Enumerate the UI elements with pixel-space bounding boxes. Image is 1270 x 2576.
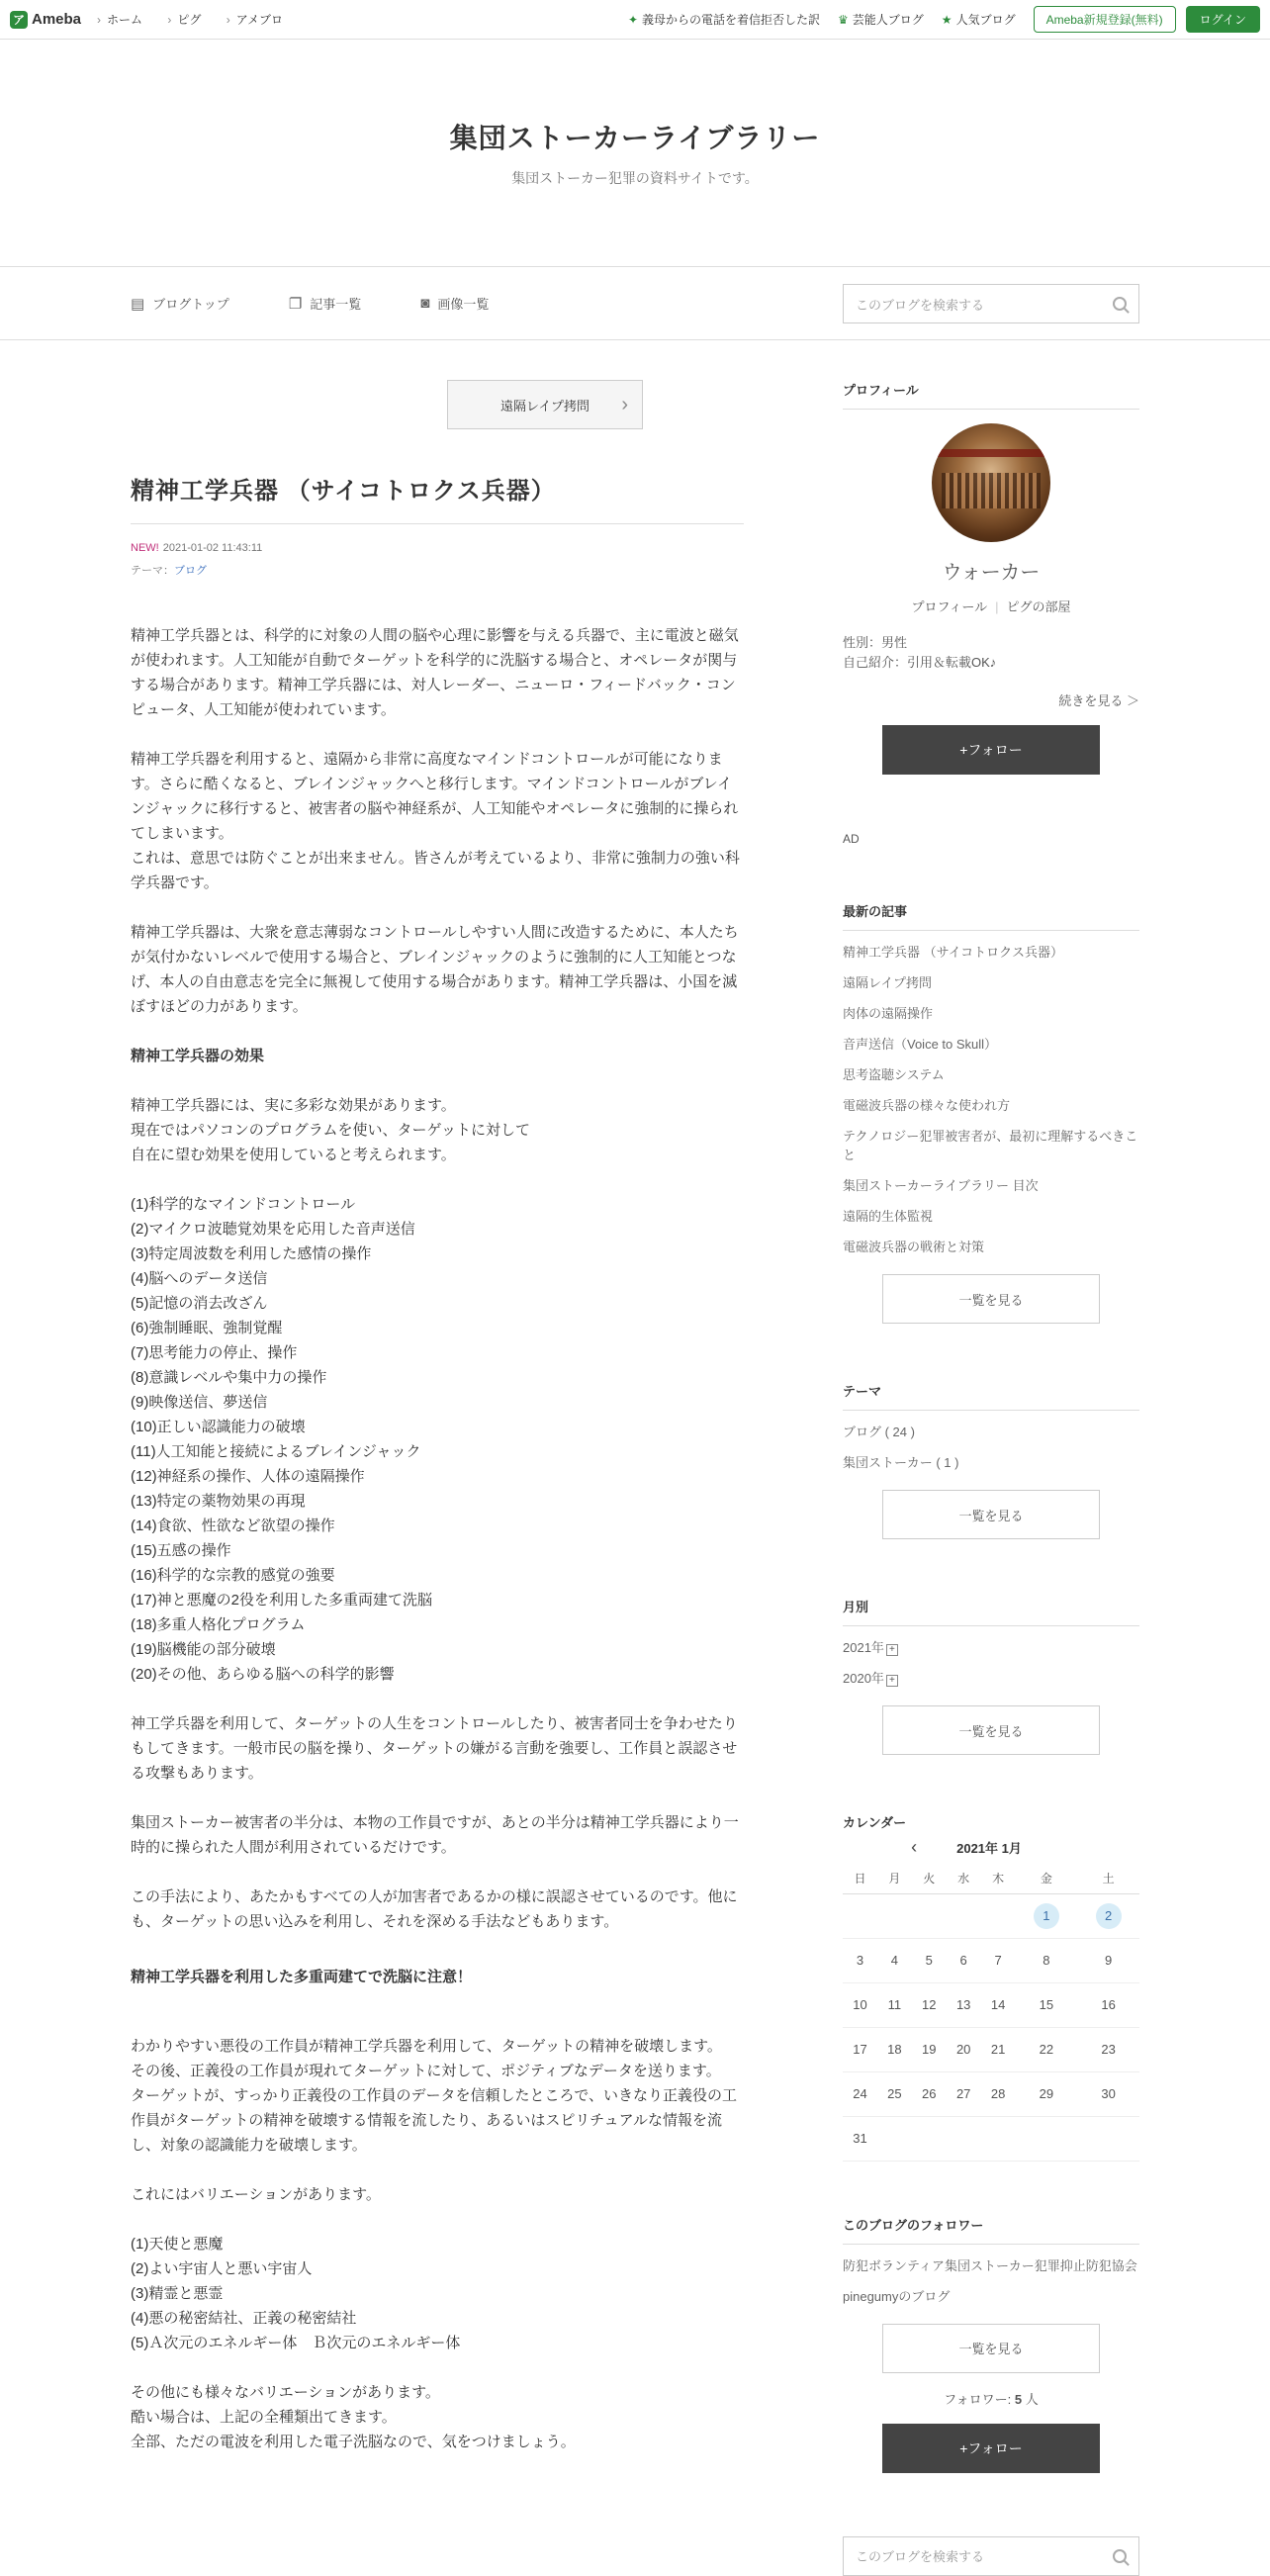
calendar-day xyxy=(947,1893,981,1938)
recent-article-link[interactable]: 肉体の遠隔操作 xyxy=(843,1006,934,1021)
calendar-day: 30 xyxy=(1077,2071,1139,2116)
calendar-day: 6 xyxy=(947,1938,981,1982)
calendar-day: 23 xyxy=(1077,2027,1139,2071)
follower-item[interactable]: 防犯ボランティア集団ストーカー犯罪抑止防犯協会 xyxy=(843,2257,1137,2273)
themes-section: テーマ ブログ ( 24 ) 集団ストーカー ( 1 ) 一覧を見る xyxy=(843,1381,1139,1539)
calendar-day xyxy=(1016,2116,1078,2161)
list-item: (4)脳へのデータ送信 xyxy=(131,1270,268,1287)
recent-see-all-button[interactable]: 一覧を見る xyxy=(882,1274,1100,1324)
calendar-day: 10 xyxy=(843,1982,877,2027)
calendar-day: 31 xyxy=(843,2116,877,2161)
calendar-day: 24 xyxy=(843,2071,877,2116)
calendar xyxy=(843,1864,1139,2162)
calendar-day[interactable] xyxy=(1077,1893,1139,1938)
pig-room-link[interactable]: ピグの部屋 xyxy=(1006,599,1071,614)
calendar-month: 2021年 1月 xyxy=(956,1841,1022,1856)
calendar-day: 5 xyxy=(912,1938,947,1982)
new-badge: NEW! xyxy=(131,542,159,554)
list-item: (9)映像送信、夢送信 xyxy=(131,1394,268,1411)
calendar-day xyxy=(947,2116,981,2161)
month-item[interactable]: 2020年 + xyxy=(843,1663,1139,1694)
register-button[interactable]: Ameba新規登録(無料) xyxy=(1034,6,1176,33)
list-item: (2)よい宇宙人と悪い宇宙人 xyxy=(131,2260,313,2277)
nav-home[interactable]: › ホーム xyxy=(97,13,142,27)
ameba-logo-icon: ア xyxy=(10,11,28,29)
ameba-logo[interactable]: ア Ameba xyxy=(10,11,81,29)
global-nav xyxy=(97,11,305,28)
weekday-label: 土 xyxy=(1077,1864,1139,1893)
calendar-day: 3 xyxy=(843,1938,877,1982)
weekday-label: 木 xyxy=(981,1864,1016,1893)
top-bar xyxy=(0,0,1270,40)
crown-icon: ♛ xyxy=(838,12,849,27)
calendar-day: 4 xyxy=(877,1938,912,1982)
ad-label: AD xyxy=(843,832,860,846)
calendar-day: 9 xyxy=(1077,1938,1139,1982)
followers-section: このブログのフォロワー 防犯ボランティア集団ストーカー犯罪抑止防犯協会 pinegumyのブログ 一覧を見る フォロワー: 5 人 +フォロー xyxy=(843,2215,1139,2473)
sparkle-icon: ✦ xyxy=(627,12,638,27)
calendar-day: 28 xyxy=(981,2071,1016,2116)
trending-link[interactable]: ✦ 義母からの電話を着信拒否した訳 xyxy=(627,12,821,27)
expand-icon[interactable]: + xyxy=(886,1644,898,1656)
calendar-day: 16 xyxy=(1077,1982,1139,2027)
paragraph: 集団ストーカー被害者の半分は、本物の工作員ですが、あとの半分は精神工学兵器により一時的に操られた人間が利用されているだけです。 xyxy=(131,1814,739,1856)
theme-item[interactable]: ブログ ( 24 ) xyxy=(843,1425,915,1439)
calendar-day: 27 xyxy=(947,2071,981,2116)
list-item: (20)その他、あらゆる脳への科学的影響 xyxy=(131,1666,395,1683)
paragraph: 神工学兵器を利用して、ターゲットの人生をコントロールしたり、被害者同士を争わせたりもしてきます。一般市民の脳を操り、ターゲットの嫌がる言動を強要し、工作員と誤認させる攻撃もあります。 xyxy=(131,1715,738,1782)
calendar-day xyxy=(877,2116,912,2161)
paragraph: 精神工学兵器は、大衆を意志薄弱なコントロールしやすい人間に改造するために、本人たちが気付かないレベルで使用する場合と、ブレインジャックのように強制的に人工知能とつなげ、本人の自由意志を完全に無視して使用する場合があります。精神工学兵器は、小国を滅ぼすほどの力があります。 xyxy=(131,924,739,1015)
expand-icon[interactable]: + xyxy=(886,1675,898,1687)
calendar-day: 17 xyxy=(843,2027,877,2071)
avatar[interactable] xyxy=(932,423,1050,542)
calendar-day: 26 xyxy=(912,2071,947,2116)
search-icon[interactable] xyxy=(1113,2549,1127,2563)
calendar-day: 19 xyxy=(912,2027,947,2071)
list-item: (4)悪の秘密結社、正義の秘密結社 xyxy=(131,2310,357,2327)
paragraph: 精神工学兵器とは、科学的に対象の人間の脳や心理に影響を与える兵器で、主に電波と磁気が使われます。人工知能が自動でターゲットを科学的に洗脳する場合と、オペレータが関与する場合があります。精神工学兵器には、対人レーダー、ニューロ・フィードバック・コンピュータ、人工知能が使われています。 xyxy=(131,627,739,718)
follow-button-bottom[interactable]: +フォロー xyxy=(882,2424,1100,2473)
prev-article-button[interactable]: 遠隔レイプ拷問 › xyxy=(447,380,643,429)
document-icon: ▤ xyxy=(131,295,145,313)
list-item: (18)多重人格化プログラム xyxy=(131,1616,306,1633)
calendar-day: 22 xyxy=(1016,2027,1078,2071)
article-body xyxy=(131,623,744,2454)
paragraph: わかりやすい悪役の工作員が精神工学兵器を利用して、ターゲットの精神を破壊します。 その後、正義役の工作員が現れてターゲットに対して、ポジティブなデータを送ります。 ターゲットが、すっかり正義役の工作員のデータを信頼したところで、いきなり正義役の工作員がターゲットの精神を破壊する情報を流したり、あるいはスピリチュアルな情報を流し、対象の認識能力を破壊します。 xyxy=(131,2038,738,2154)
celebrity-blog-link[interactable]: ♛ 芸能人ブログ xyxy=(838,12,924,27)
list-item: (12)神経系の操作、人体の遠隔操作 xyxy=(131,1468,365,1485)
calendar-day: 14 xyxy=(981,1982,1016,2027)
recent-article-link[interactable]: 音声送信（Voice to Skull） xyxy=(843,1037,998,1052)
calendar-day xyxy=(912,2116,947,2161)
theme-see-all-button[interactable]: 一覧を見る xyxy=(882,1490,1100,1539)
list-item: (17)神と悪魔の2役を利用した多重両建て洗脳 xyxy=(131,1592,433,1609)
followers-see-all-button[interactable]: 一覧を見る xyxy=(882,2324,1100,2373)
list-item: (3)特定周波数を利用した感情の操作 xyxy=(131,1245,372,1262)
paragraph: 精神工学兵器には、実に多彩な効果があります。 現在ではパソコンのプログラムを使い、ターゲットに対して 自在に望む効果を使用していると考えられます。 xyxy=(131,1097,530,1163)
monthly-section: 月別 2021年 + 2020年 + 一覧を見る xyxy=(843,1597,1139,1755)
list-item: (7)思考能力の停止、操作 xyxy=(131,1344,298,1361)
calendar-day: 25 xyxy=(877,2071,912,2116)
calendar-day-link[interactable]: 2 xyxy=(1096,1903,1122,1929)
profile-link[interactable]: プロフィール xyxy=(911,599,988,614)
list-item: (6)強制睡眠、強制覚醒 xyxy=(131,1320,283,1336)
chevron-right-icon: › xyxy=(621,393,628,415)
monthly-see-all-button[interactable]: 一覧を見る xyxy=(882,1705,1100,1755)
calendar-day xyxy=(981,1893,1016,1938)
profile-heading: プロフィール xyxy=(843,380,1139,410)
list-item: (14)食欲、性欲など欲望の操作 xyxy=(131,1518,335,1534)
list-item: (16)科学的な宗教的感覚の強要 xyxy=(131,1567,335,1584)
calendar-day xyxy=(877,1893,912,1938)
theme-item[interactable]: 集団ストーカー ( 1 ) xyxy=(843,1455,959,1470)
profile-info: 性別：男性 自己紹介：引用＆転載OK♪ xyxy=(843,635,997,670)
list-item: (15)五感の操作 xyxy=(131,1542,231,1559)
section-heading: 精神工学兵器を利用した多重両建てで洗脳に注意！ xyxy=(131,1969,473,1985)
calendar-day: 15 xyxy=(1016,1982,1078,2027)
calendar-section: カレンダー ‹ 2021年 1月 日 月 火 水 木 金 土 1 2 3 4 5 6 7 8 9 10 11 12 13 14 15 16 17 18 19 20 21 22 23 24 25 26 27 28 29 30 31 xyxy=(843,1812,1139,2162)
article-theme: テーマ：ブログ xyxy=(131,565,207,577)
search-icon[interactable] xyxy=(1113,297,1127,311)
article-title: 精神工学兵器 （サイコトロクス兵器） xyxy=(131,471,744,524)
calendar-day: 29 xyxy=(1016,2071,1078,2116)
numbered-list xyxy=(131,1192,744,1687)
list-item: (2)マイクロ波聴覚効果を応用した音声送信 xyxy=(131,1221,415,1238)
list-item: (1)科学的なマインドコントロール xyxy=(131,1196,356,1213)
blog-nav xyxy=(0,267,1270,340)
follower-item[interactable]: pinegumyのブログ xyxy=(843,2288,951,2304)
list-item: (5)Ａ次元のエネルギー体 Ｂ次元のエネルギー体 xyxy=(131,2335,461,2351)
blog-title[interactable]: 集団ストーカーライブラリー xyxy=(449,123,821,153)
sidebar xyxy=(843,380,1139,2576)
recent-article-link[interactable]: テクノロジー犯罪被害者が、最初に理解するべきこと xyxy=(843,1129,1138,1162)
paragraph: この手法により、あたかもすべての人が加害者であるかの様に誤認させているのです。他にも、ターゲットの思い込みを利用し、それを深める手法などもあります。 xyxy=(131,1888,738,1930)
section-heading: 精神工学兵器の効果 xyxy=(131,1048,265,1064)
follower-count: フォロワー: 5 人 xyxy=(944,2391,1039,2407)
calendar-day: 11 xyxy=(877,1982,912,2027)
theme-link[interactable]: ブログ xyxy=(174,565,207,577)
recent-article-link[interactable]: 思考盗聴システム xyxy=(843,1067,945,1082)
image-list-link[interactable]: ◙ 画像一覧 xyxy=(420,295,490,312)
follow-button[interactable]: +フォロー xyxy=(882,725,1100,775)
calendar-day xyxy=(912,1893,947,1938)
popular-blog-link[interactable]: ★ 人気ブログ xyxy=(941,12,1016,27)
list-item: (13)特定の薬物効果の再現 xyxy=(131,1493,306,1510)
numbered-list xyxy=(131,2232,744,2355)
list-item: (1)天使と悪魔 xyxy=(131,2236,224,2253)
calendar-day: 7 xyxy=(981,1938,1016,1982)
list-item: (10)正しい認識能力の破壊 xyxy=(131,1419,306,1435)
blog-subtitle: 集団ストーカー犯罪の資料サイトです。 xyxy=(511,170,759,186)
login-button[interactable]: ログイン xyxy=(1186,6,1260,33)
sidebar-search-input[interactable]: このブログを検索する xyxy=(843,2536,1139,2576)
article-date: 2021-01-02 11:43:11 xyxy=(162,542,263,554)
calendar-day xyxy=(1077,2116,1139,2161)
star-icon: ★ xyxy=(941,12,952,27)
camera-icon: ◙ xyxy=(420,295,430,312)
calendar-day: 18 xyxy=(877,2027,912,2071)
calendar-day-link[interactable]: 1 xyxy=(1034,1903,1059,1929)
weekday-label: 火 xyxy=(912,1864,947,1893)
weekday-label: 金 xyxy=(1016,1864,1078,1893)
list-item: (19)脳機能の部分破壊 xyxy=(131,1641,276,1658)
calendar-day: 8 xyxy=(1016,1938,1078,1982)
article-list-link[interactable]: ❐ 記事一覧 xyxy=(288,295,362,313)
list-item: (3)精霊と悪霊 xyxy=(131,2285,224,2302)
calendar-day: 20 xyxy=(947,2027,981,2071)
read-more-link[interactable]: 続きを見る ＞ xyxy=(1058,693,1139,708)
recent-article-link[interactable]: 集団ストーカーライブラリー 目次 xyxy=(843,1178,1039,1193)
calendar-day xyxy=(981,2116,1016,2161)
calendar-day[interactable] xyxy=(1016,1893,1078,1938)
recent-article-link[interactable]: 遠隔レイプ拷問 xyxy=(843,975,932,990)
month-item[interactable]: 2021年 + xyxy=(843,1632,1139,1663)
paragraph: これにはバリエーションがあります。 xyxy=(131,2186,381,2203)
blog-top-link[interactable]: ▤ ブログトップ xyxy=(131,295,229,313)
list-item: (8)意識レベルや集中力の操作 xyxy=(131,1369,327,1386)
article xyxy=(131,380,744,2479)
recent-article-link[interactable]: 精神工学兵器 （サイコトロクス兵器） xyxy=(843,945,1064,960)
calendar-day: 12 xyxy=(912,1982,947,2027)
recent-article-link[interactable]: 電磁波兵器の戦術と対策 xyxy=(843,1240,985,1254)
profile-links: プロフィール | ピグの部屋 xyxy=(911,599,1071,614)
copy-icon: ❐ xyxy=(288,295,303,313)
recent-articles: 最新の記事 精神工学兵器 （サイコトロクス兵器） 遠隔レイプ拷問 肉体の遠隔操作 音声送信（Voice to Skull） 思考盗聴システム 電磁波兵器の様々な使われ方 テクノロジー犯罪被害者が、最初に理解するべきこと 集団ストーカーライブラリー 目次 遠隔的生体監視 電磁波兵器の戦術と対策 一覧を見る xyxy=(843,901,1139,1324)
recent-article-link[interactable]: 電磁波兵器の様々な使われ方 xyxy=(843,1098,1011,1113)
calendar-day: 21 xyxy=(981,2027,1016,2071)
blog-search-input[interactable]: このブログを検索する xyxy=(843,284,1139,323)
weekday-label: 日 xyxy=(843,1864,877,1893)
article-meta xyxy=(131,542,744,554)
blog-header xyxy=(0,40,1270,267)
recent-article-link[interactable]: 遠隔的生体監視 xyxy=(843,1209,934,1224)
chevron-left-icon[interactable]: ‹ xyxy=(911,1837,918,1857)
list-item: (11)人工知能と接続によるブレインジャック xyxy=(131,1443,421,1460)
paragraph: 精神工学兵器を利用すると、遠隔から非常に高度なマインドコントロールが可能になります。さらに酷くなると、ブレインジャックへと移行します。マインドコントロールがブレインジャックに移行すると、被害者の脳や神経系が、人工知能やオペレータに強制的に操られてしまいます。 これは、意思では防ぐことが出来ません。皆さんが考えているより、非常に強制力の強い科学兵器です。 xyxy=(131,751,740,891)
weekday-label: 月 xyxy=(877,1864,912,1893)
list-item: (5)記憶の消去改ざん xyxy=(131,1295,268,1312)
nav-pigg[interactable]: › ピグ xyxy=(167,13,201,27)
nav-ameblo[interactable]: › アメブロ xyxy=(227,13,283,27)
calendar-day xyxy=(843,1893,877,1938)
weekday-label: 水 xyxy=(947,1864,981,1893)
profile-name[interactable]: ウォーカー xyxy=(942,562,1041,584)
paragraph: その他にも様々なバリエーションがあります。 酷い場合は、上記の全種類出てきます。 全部、ただの電波を利用した電子洗脳なので、気をつけましょう。 xyxy=(131,2384,576,2450)
calendar-day: 13 xyxy=(947,1982,981,2027)
